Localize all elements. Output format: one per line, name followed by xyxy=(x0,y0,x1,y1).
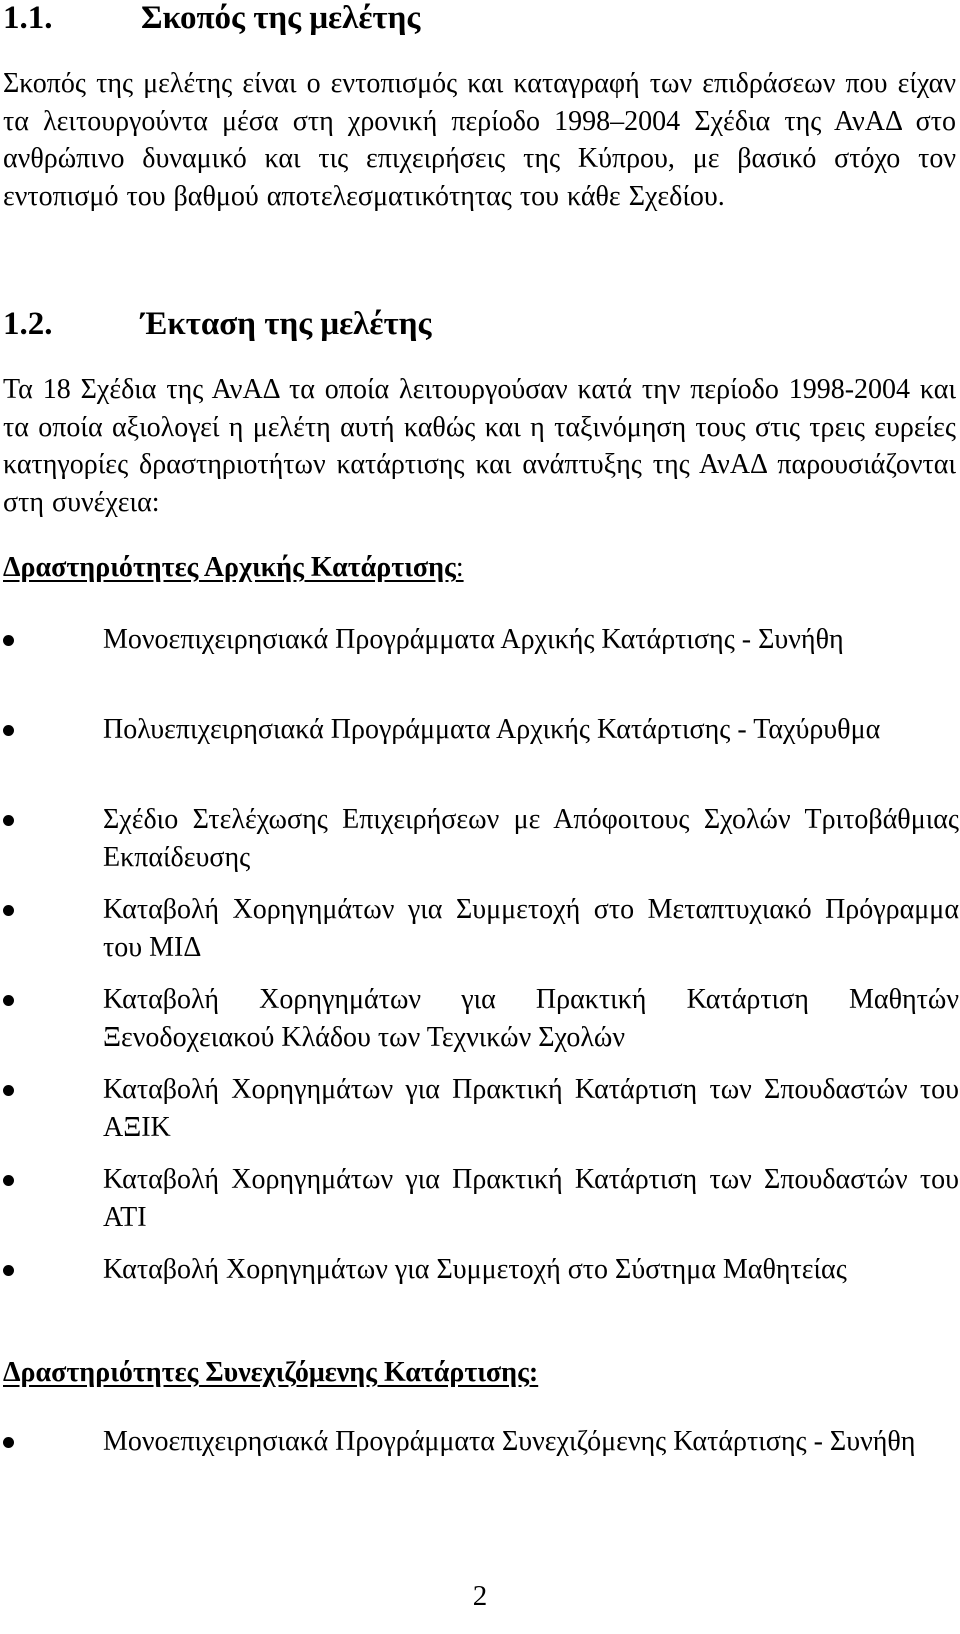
list-item-text: Μονοεπιχειρησιακά Προγράμματα Αρχικής Κατάρτισης - Συνήθη xyxy=(103,624,844,655)
list-item xyxy=(3,801,959,881)
list-item xyxy=(3,1161,959,1241)
section-paragraph: Σκοπός της μελέτης είναι ο εντοπισμός και καταγραφή των επιδράσεων που είχαν τα λειτουργούντα μέσα στη χρονική περίοδο 1998–2004 Σχέδια της ΑνΑΔ στο ανθρώπινο δυναμικό και τις επιχειρήσεις της Κύπρου, με βασικό στόχο τον εντοπισμό του βαθμού αποτελεσματικότητας του κάθε Σχεδίου. xyxy=(3,68,956,212)
list-item xyxy=(3,1423,956,1503)
list-item xyxy=(3,1251,956,1331)
list-item xyxy=(3,621,956,701)
list-item-text: Μονοεπιχειρησιακά Προγράμματα Συνεχιζόμενης Κατάρτισης - Συνήθη xyxy=(103,1426,916,1457)
section-heading-1-2 xyxy=(3,306,431,342)
bullet-icon xyxy=(3,1437,14,1448)
bullet-icon xyxy=(3,635,14,646)
bullet-icon xyxy=(3,1175,14,1186)
section-paragraph: Τα 18 Σχέδια της ΑνΑΔ τα οποία λειτουργούσαν κατά την περίοδο 1998-2004 και τα οποία αξιολογεί η μελέτη αυτή καθώς και η ταξινόμηση τους στις τρεις ευρείες κατηγορίες δραστηριοτήτων κατάρτισης και ανάπτυξης της ΑνΑΔ παρουσιάζονται στη συνέχεια: xyxy=(3,374,956,518)
bullet-icon xyxy=(3,1085,14,1096)
list-item-text: Σχέδιο Στελέχωσης Επιχειρήσεων με Απόφοιτους Σχολών Τριτοβάθμιας Εκπαίδευσης xyxy=(103,804,959,873)
subheading-colon: : xyxy=(455,552,464,583)
bullet-icon xyxy=(3,725,14,736)
section-number: 1.1. xyxy=(3,0,53,36)
list-item-text: Καταβολή Χορηγημάτων για Πρακτική Κατάρτιση των Σπουδαστών του ΑΤΙ xyxy=(103,1164,959,1233)
section-heading-1-1 xyxy=(3,0,420,36)
section-number: 1.2. xyxy=(3,306,53,342)
list-item-text: Καταβολή Χορηγημάτων για Συμμετοχή στο Μεταπτυχιακό Πρόγραμμα του ΜΙΔ xyxy=(103,894,959,963)
bullet-icon xyxy=(3,815,14,826)
list-item xyxy=(3,711,956,791)
list-item xyxy=(3,981,959,1061)
page-number: 2 xyxy=(472,1580,488,1612)
subheading-continuing-training: Δραστηριότητες Συνεχιζόμενης Κατάρτισης: xyxy=(3,1357,539,1388)
section-title: Σκοπός της μελέτης xyxy=(141,0,421,36)
list-item-text: Καταβολή Χορηγημάτων για Συμμετοχή στο Σύστημα Μαθητείας xyxy=(103,1254,847,1285)
list-item xyxy=(3,891,959,971)
subheading-initial-training xyxy=(3,551,464,585)
list-item xyxy=(3,1071,959,1151)
list-item-text: Πολυεπιχειρησιακά Προγράμματα Αρχικής Κατάρτισης - Ταχύρυθμα xyxy=(103,714,881,745)
list-item-text: Καταβολή Χορηγημάτων για Πρακτική Κατάρτιση των Σπουδαστών του ΑΞΙΚ xyxy=(103,1074,959,1143)
bullet-icon xyxy=(3,905,14,916)
bullet-icon xyxy=(3,995,14,1006)
bullet-icon xyxy=(3,1265,14,1276)
list-item-text: Καταβολή Χορηγημάτων για Πρακτική Κατάρτιση Μαθητών Ξενοδοχειακού Κλάδου των Τεχνικών Σχολών xyxy=(103,984,959,1053)
subheading-text: Δραστηριότητες Αρχικής Κατάρτισης xyxy=(3,552,456,583)
section-title: Έκταση της μελέτης xyxy=(141,306,432,342)
